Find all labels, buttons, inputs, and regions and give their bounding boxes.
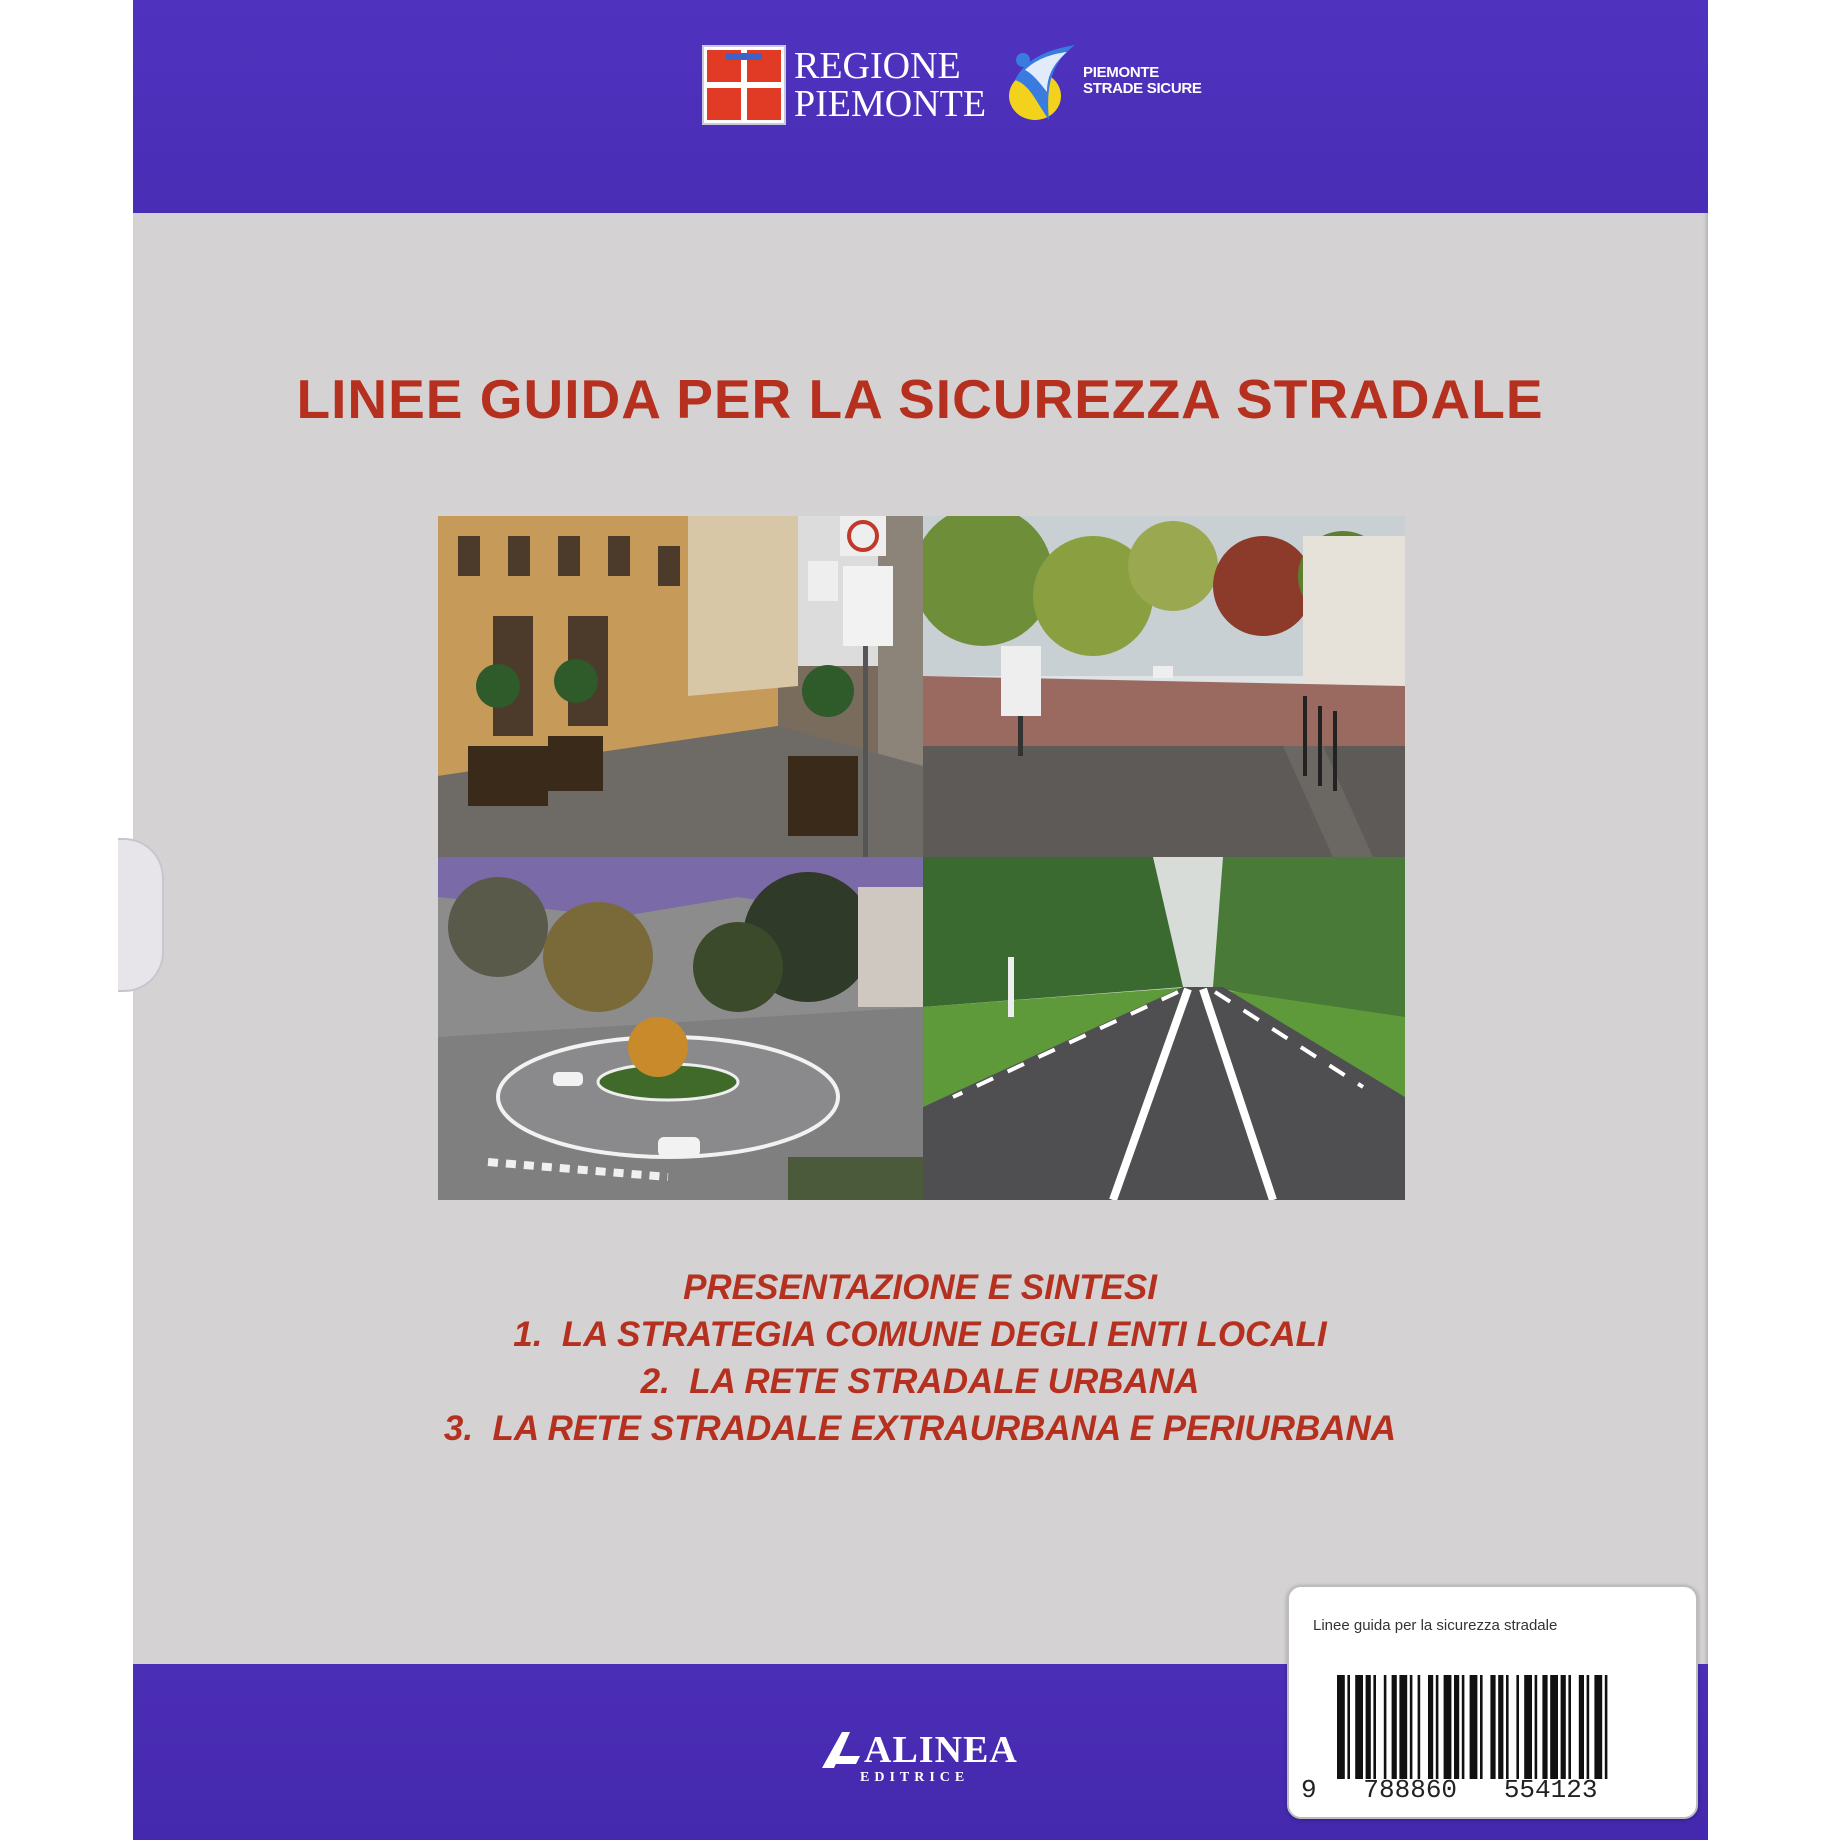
- barcode-bar: [1550, 1675, 1558, 1779]
- barcode-bar: [1444, 1675, 1452, 1779]
- barcode-bar: [1470, 1675, 1478, 1779]
- contents-item: 3. LA RETE STRADALE EXTRAURBANA E PERIURBANA: [443, 1409, 1397, 1448]
- photo-grid: [305, 516, 1272, 1200]
- barcode-bar: [1605, 1675, 1608, 1779]
- barcode-bar: [1418, 1675, 1421, 1779]
- barcode-bar: [1561, 1675, 1566, 1779]
- regione-logo-text: [794, 47, 986, 123]
- pss-line1: PIEMONTE: [1083, 64, 1159, 81]
- contents-item: 2. LA RETE STRADALE URBANA: [640, 1362, 1200, 1401]
- barcode-bar: [1399, 1675, 1407, 1779]
- barcode-bar: [1506, 1675, 1509, 1779]
- photo-park-road: [923, 516, 1405, 857]
- barcode-bar: [1384, 1675, 1387, 1779]
- slipcase-notch: [118, 838, 164, 992]
- regione-line2: PIEMONTE: [794, 83, 987, 125]
- barcode-bar: [1373, 1675, 1376, 1779]
- barcode-bar: [1337, 1675, 1345, 1779]
- publisher-logo: [820, 1728, 1018, 1785]
- barcode-bar: [1524, 1675, 1532, 1779]
- barcode-bar: [1498, 1675, 1503, 1779]
- road-swirl-icon: [1005, 40, 1079, 122]
- barcode-bar: [1454, 1675, 1459, 1779]
- photo-tree-road: [923, 857, 1405, 1200]
- photo-roundabout: [438, 857, 923, 1200]
- barcode-bar: [1355, 1675, 1363, 1779]
- barcode-digits: 9 788860 554123: [1301, 1775, 1598, 1805]
- main-title: LINEE GUIDA PER LA SICUREZZA STRADALE: [296, 368, 1544, 430]
- piemonte-strade-sicure-logo: [1005, 40, 1202, 122]
- barcode-bar: [1594, 1675, 1602, 1779]
- barcode-bar: [1542, 1675, 1547, 1779]
- barcode-bar: [1490, 1675, 1495, 1779]
- barcode-bar: [1428, 1675, 1433, 1779]
- barcode-icon: [1337, 1675, 1673, 1779]
- regione-piemonte-logo: [702, 45, 986, 125]
- publisher-name: ALINEA: [864, 1729, 1018, 1771]
- barcode-bar: [1366, 1675, 1371, 1779]
- barcode-bar: [1516, 1675, 1519, 1779]
- barcode-bar: [1568, 1675, 1571, 1779]
- barcode-bar: [1535, 1675, 1538, 1779]
- barcode-bar: [1462, 1675, 1465, 1779]
- regione-shield-icon: [702, 45, 786, 125]
- contents-item: 1. LA STRATEGIA COMUNE DEGLI ENTI LOCALI: [513, 1315, 1327, 1354]
- contents-item: PRESENTAZIONE E SINTESI: [683, 1268, 1157, 1307]
- alinea-mark-icon: [820, 1730, 864, 1770]
- barcode-bar: [1587, 1675, 1590, 1779]
- barcode-bar: [1410, 1675, 1413, 1779]
- barcode-bar: [1579, 1675, 1584, 1779]
- barcode-bar: [1436, 1675, 1439, 1779]
- pss-line2: STRADE SICURE: [1083, 80, 1202, 97]
- barcode-bar: [1392, 1675, 1397, 1779]
- publisher-sub: EDITRICE: [860, 1770, 970, 1785]
- barcode-bar: [1480, 1675, 1483, 1779]
- barcode-sticker: [1287, 1585, 1698, 1819]
- regione-line1: REGIONE: [794, 45, 961, 87]
- barcode-bar: [1347, 1675, 1350, 1779]
- sticker-title: Linee guida per la sicurezza stradale: [1313, 1617, 1558, 1634]
- photo-urban-street: [438, 516, 923, 857]
- contents-list: [0, 1264, 1840, 1452]
